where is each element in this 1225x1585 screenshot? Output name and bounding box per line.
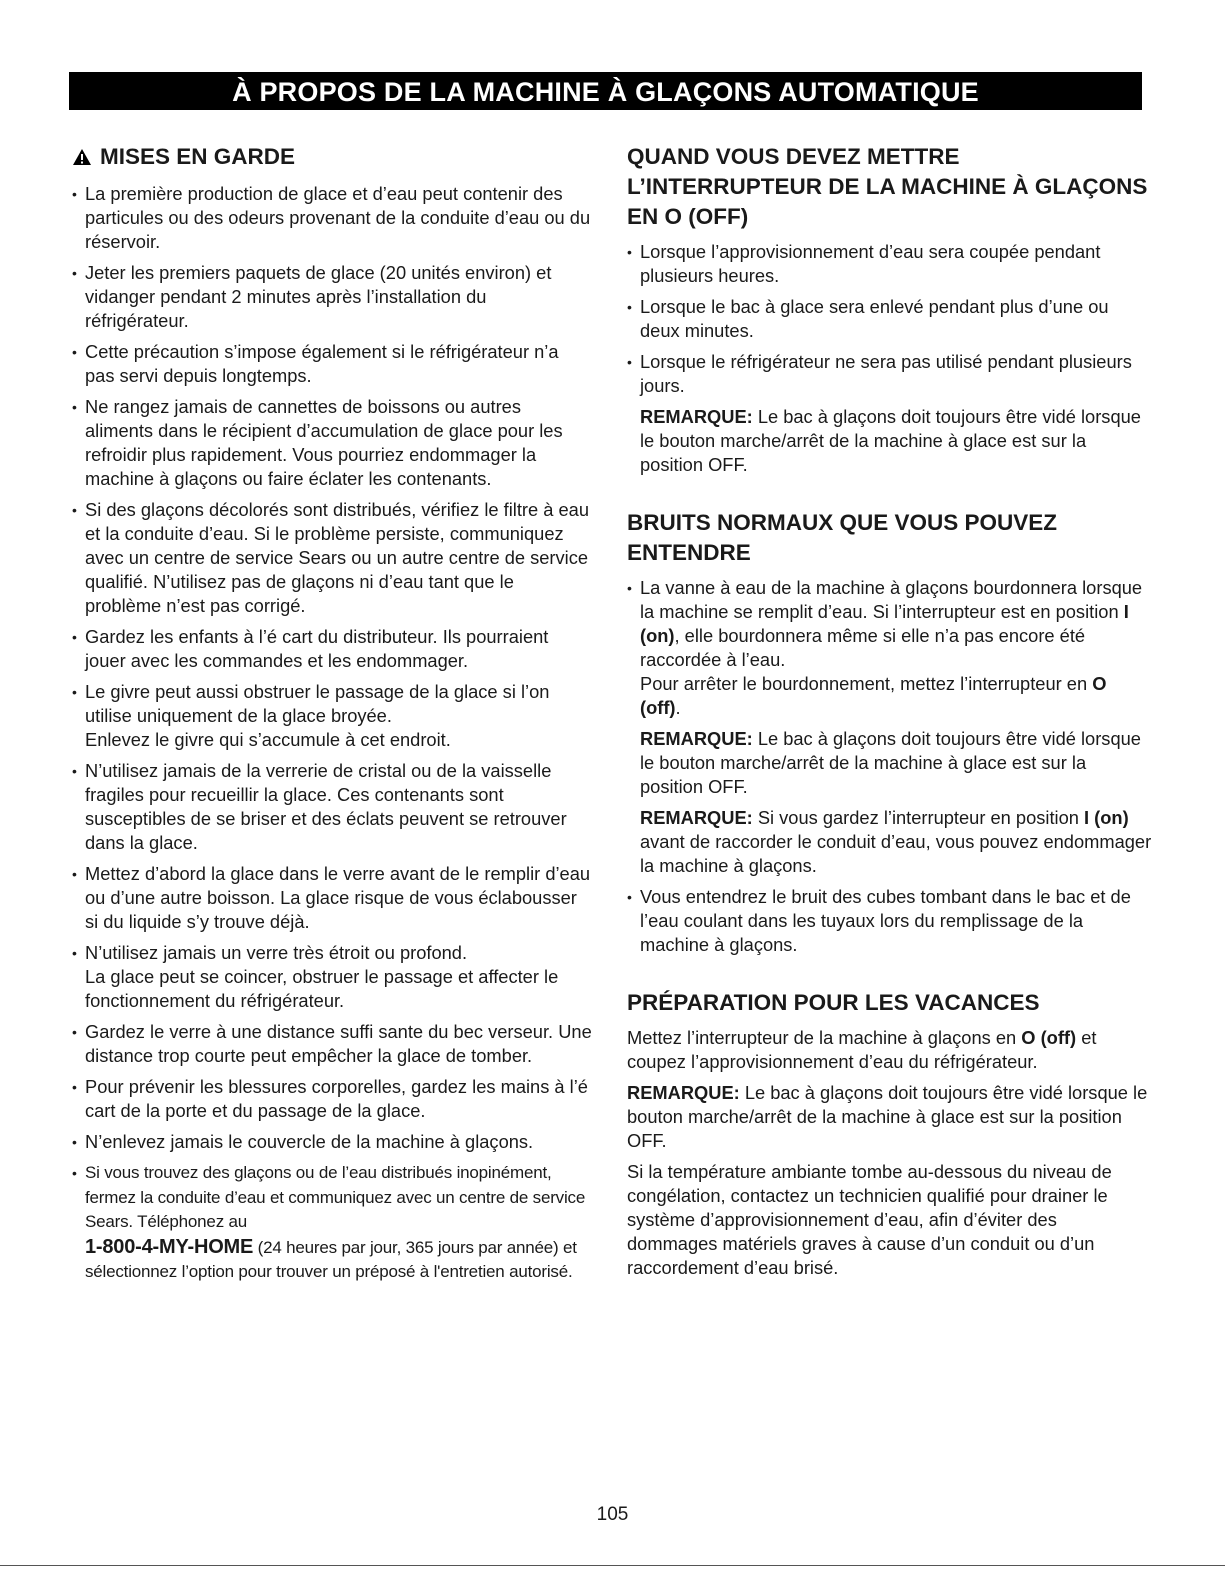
note-text: avant de raccorder le conduit d’eau, vous pouvez endommager la machine à glaçons. <box>640 831 1152 876</box>
list-item-text: Vous entendrez le bruit des cubes tombant dans le bac et de l’eau coulant dans les tuyaux lors du remplissage de la machine à glaçons. <box>640 886 1131 955</box>
list-item: • La première production de glace et d’eau peut contenir des particules ou des odeurs provenant de la conduite d’eau ou du réservoir. <box>72 182 592 254</box>
list-item: • Pour prévenir les blessures corporelles, gardez les mains à l’é cart de la porte et du passage de la glace. <box>72 1075 592 1123</box>
section-heading-noises: BRUITS NORMAUX QUE VOUS POUVEZ ENTENDRE <box>627 510 1058 565</box>
on-label: I (on) <box>1084 807 1129 828</box>
list-item <box>72 1161 592 1285</box>
list-item: • Lorsque le réfrigérateur ne sera pas utilisé pendant plusieurs jours. <box>627 350 1152 398</box>
note-label: REMARQUE: <box>640 728 753 749</box>
note-text: Le bac à glaçons doit toujours être vidé lorsque le bouton marche/arrêt de la machine à glace est sur la position OFF. <box>627 1082 1148 1151</box>
list-item: • Si des glaçons décolorés sont distribués, vérifiez le filtre à eau et la conduite d’eau. Si le problème persiste, communiquez avec un centre de service Sears ou un autre centre de service qualifié. N’utilisez pas de glaçons ni d’eau tant que le problème n’est pas corrigé. <box>72 498 592 618</box>
section-heading-vacation: PRÉPARATION POUR LES VACANCES <box>627 990 1040 1015</box>
paragraph-text: et coupez l’approvisionnement d’eau du réfrigérateur. <box>627 1027 1097 1072</box>
note-label: REMARQUE: <box>640 406 753 427</box>
note-text: Le bac à glaçons doit toujours être vidé lorsque le bouton marche/arrêt de la machine à glace est sur la position OFF. <box>640 728 1141 797</box>
left-column <box>72 142 592 1292</box>
page-number: 105 <box>596 1504 629 1525</box>
list-item: • N’utilisez jamais un verre très étroit ou profond. La glace peut se coincer, obstruer le passage et affecter le fonctionnement du réfrigérateur. <box>72 941 592 1013</box>
right-column <box>627 142 1152 1287</box>
section-heading-off: QUAND VOUS DEVEZ METTRE L’INTERRUPTEUR DE LA MACHINE À GLAÇONS EN O (OFF) <box>627 144 1148 229</box>
warning-triangle-icon <box>72 144 92 174</box>
list-item: • N’utilisez jamais de la verrerie de cristal ou de la vaisselle fragiles pour recueillir la glace. Ces contenants sont susceptibles de se briser et des éclats peuvent se retrouver dans la glace. <box>72 759 592 855</box>
note-text: Le bac à glaçons doit toujours être vidé lorsque le bouton marche/arrêt de la machine à glace est sur la position OFF. <box>640 406 1141 475</box>
list-item-text: , elle bourdonnera même si elle n’a pas encore été raccordée à l’eau. <box>640 625 1086 670</box>
divider <box>0 1565 1225 1566</box>
warnings-heading-text: MISES EN GARDE <box>100 144 296 169</box>
list-item: • Lorsque le bac à glace sera enlevé pendant plus d’une ou deux minutes. <box>627 295 1152 343</box>
list-item-text: . <box>675 697 681 718</box>
off-label: O (off) <box>1021 1027 1077 1048</box>
list-item-text: La vanne à eau de la machine à glaçons bourdonnera lorsque la machine se remplit d’eau. Si l’interrupteur est en position <box>640 577 1143 622</box>
phone-number: 1-800-4-MY-HOME <box>85 1235 254 1258</box>
list-item: • Jeter les premiers paquets de glace (20 unités environ) et vidanger pendant 2 minutes après l’installation du réfrigérateur. <box>72 261 592 333</box>
list-item: • Lorsque l’approvisionnement d’eau sera coupée pendant plusieurs heures. <box>627 240 1152 288</box>
list-item: • Ne rangez jamais de cannettes de boissons ou autres aliments dans le récipient d’accumulation de glace pour les refroidir plus rapidement. Vous pourriez endommager la machine à glaçons ou faire éclater les contenants. <box>72 395 592 491</box>
list-item: • N’enlevez jamais le couvercle de la machine à glaçons. <box>72 1130 592 1154</box>
note <box>627 405 1152 477</box>
note <box>627 806 1152 878</box>
note-text: Si vous gardez l’interrupteur en position <box>752 807 1085 828</box>
spacer <box>627 484 1152 508</box>
list-item <box>627 885 1152 957</box>
paragraph: Si la température ambiante tombe au-dessous du niveau de congélation, contactez un technicien qualifié pour drainer le système d’approvisionnement d’eau, afin d’éviter des dommages matériels graves à cause d’un conduit ou d’un raccordement d’eau brisé. <box>627 1161 1112 1278</box>
warnings-list <box>72 182 592 1154</box>
note-label: REMARQUE: <box>640 807 753 828</box>
note <box>627 727 1152 799</box>
list-item <box>627 576 1152 720</box>
warnings-heading <box>72 142 592 174</box>
list-item-text: Pour arrêter le bourdonnement, mettez l’interrupteur en <box>640 673 1093 694</box>
list-item: • Gardez le verre à une distance suffi sante du bec verseur. Une distance trop courte peut empêcher la glace de tomber. <box>72 1020 592 1068</box>
list-item: • Mettez d’abord la glace dans le verre avant de le remplir d’eau ou d’une autre boisson. La glace risque de vous éclabousser si du liquide s’y trouve déjà. <box>72 862 592 934</box>
list-item: • Cette précaution s’impose également si le réfrigérateur n’a pas servi depuis longtemps. <box>72 340 592 388</box>
note-label: REMARQUE: <box>627 1082 740 1103</box>
paragraph <box>627 1026 1152 1074</box>
list-item: • Le givre peut aussi obstruer le passage de la glace si l’on utilise uniquement de la glace broyée. Enlevez le givre qui s’accumule à cet endroit. <box>72 680 592 752</box>
page-title: À PROPOS DE LA MACHINE À GLAÇONS AUTOMATIQUE <box>69 72 1142 110</box>
off-conditions-list <box>627 240 1152 398</box>
on-label: I (on) <box>640 601 1129 646</box>
list-item-text: (24 heures par jour, 365 jours par année) et sélectionnez l’option pour trouver un préposé à l'entretien autorisé. <box>85 1237 577 1281</box>
off-label: O (off) <box>640 673 1107 718</box>
list-item-text: Si vous trouvez des glaçons ou de l’eau distribués inopinément, fermez la conduite d’eau et communiquez avec un centre de service Sears. Téléphonez au <box>85 1163 586 1231</box>
paragraph-text: Mettez l’interrupteur de la machine à glaçons en <box>627 1027 1022 1048</box>
spacer <box>627 964 1152 988</box>
note <box>627 1081 1152 1153</box>
list-item: • Gardez les enfants à l’é cart du distributeur. Ils pourraient jouer avec les commandes et les endommager. <box>72 625 592 673</box>
